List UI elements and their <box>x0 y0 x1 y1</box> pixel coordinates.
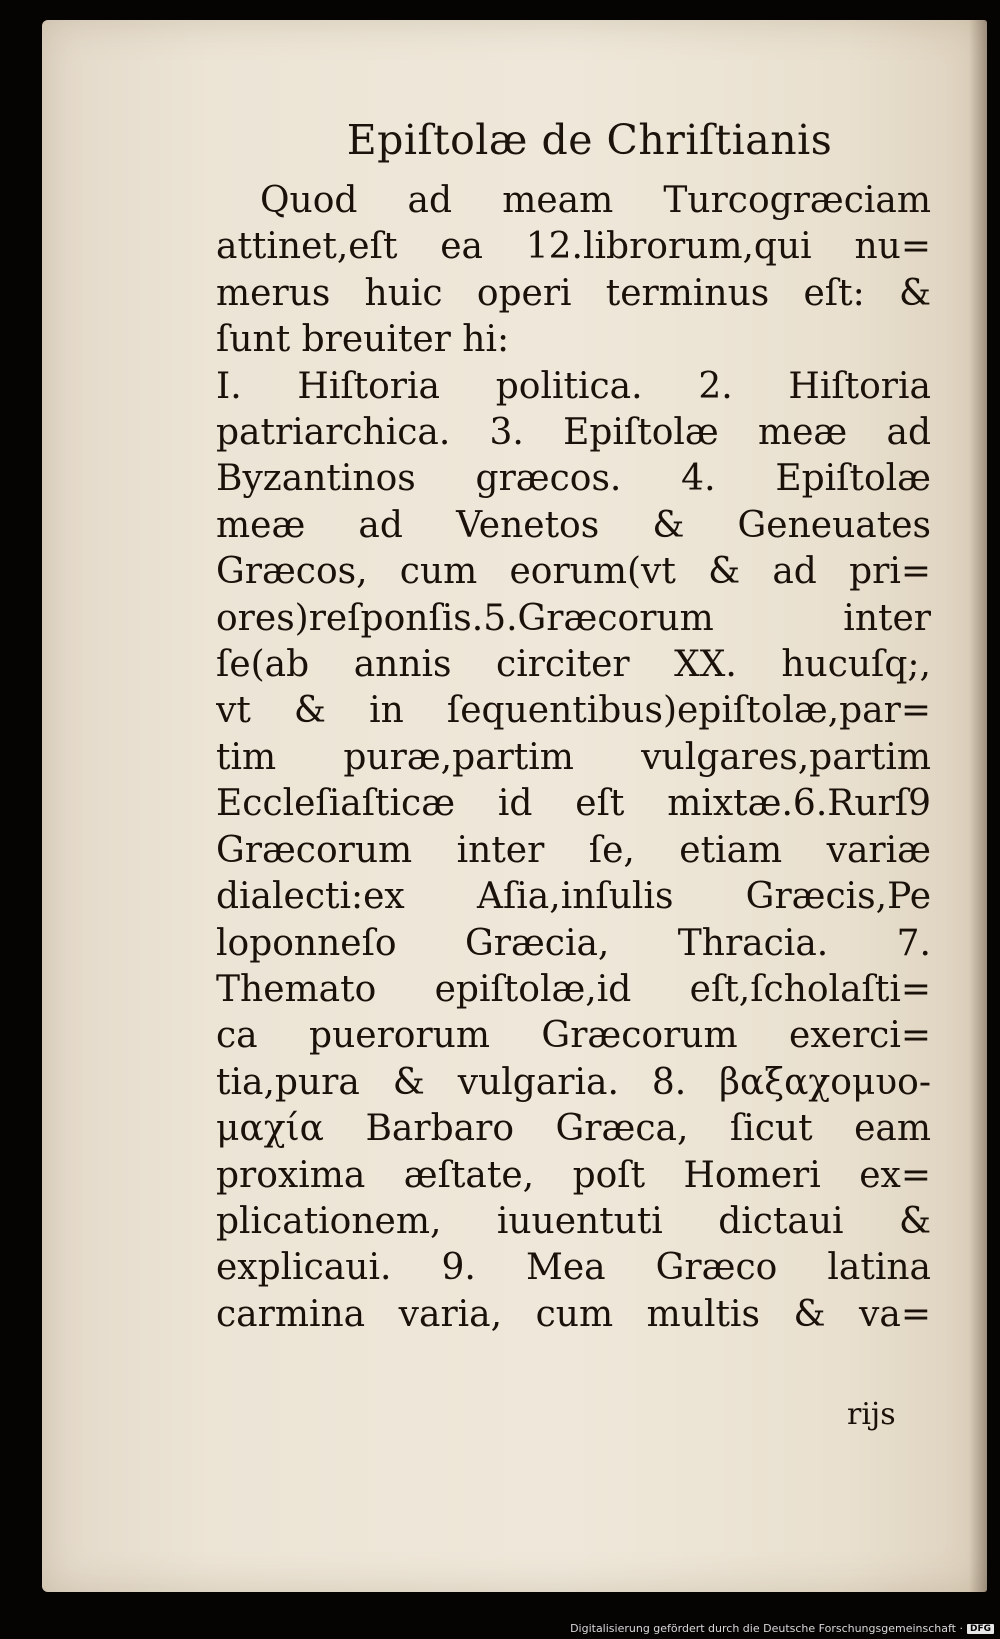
text-line: carmina varia, cum multis & va= <box>216 1293 931 1335</box>
text-line: ſe(ab annis circiter XX. hucuſq;, <box>216 644 931 686</box>
text-line: attinet,eſt ea 12.librorum,qui nu= <box>216 226 931 268</box>
text-line: plicationem, iuuentuti dictaui & <box>216 1200 931 1242</box>
body-text <box>216 178 931 1338</box>
digitization-credit <box>570 1622 994 1635</box>
text-line: μαχία Barbaro Græca, ſicut eam <box>216 1108 931 1150</box>
text-line: Græcos, cum eorum(vt & ad pri= <box>216 551 931 593</box>
text-line: Quod ad meam Turcogræciam <box>260 180 931 221</box>
text-line: ſunt breuiter hi: <box>216 319 510 361</box>
text-line: merus huic operi terminus eſt: & <box>216 272 931 314</box>
text-line: Themato epiſtolæ,id eſt,ſcholaſti= <box>216 968 931 1010</box>
dfg-logo-icon: DFG <box>967 1624 994 1634</box>
text-line: Eccleſiaſticæ id eſt mixtæ.6.Rurſ9 <box>216 783 931 825</box>
text-line: Byzantinos græcos. 4. Epiſtolæ <box>216 458 931 500</box>
text-line: patriarchica. 3. Epiſtolæ meæ ad <box>216 412 931 454</box>
text-line: proxima æſtate, poſt Homeri ex= <box>216 1154 931 1196</box>
text-line: dialecti:ex Aſia,inſulis Græcis,Pe <box>216 876 931 918</box>
text-line: explicaui. 9. Mea Græco latina <box>216 1247 931 1289</box>
text-line: vt & in ſequentibus)epiſtolæ,par= <box>216 690 931 732</box>
text-line: ores)reſponſis.5.Græcorum inter <box>216 597 931 639</box>
text-line: loponneſo Græcia, Thracia. 7. <box>216 922 931 964</box>
book-page <box>42 20 987 1592</box>
text-line: ca puerorum Græcorum exerci= <box>216 1015 931 1057</box>
text-line: I. Hiſtoria politica. 2. Hiſtoria <box>216 365 931 407</box>
catchword: rijs <box>847 1397 896 1432</box>
running-head: Epiſtolæ de Chriſtianis <box>346 116 833 164</box>
credit-text: Digitalisierung gefördert durch die Deutsche Forschungsgemeinschaft · <box>570 1622 963 1635</box>
text-line: meæ ad Venetos & Geneuates <box>216 504 931 546</box>
text-line: tia,pura & vulgaria. 8. βαξαχομυο- <box>216 1061 931 1103</box>
text-line: Græcorum inter ſe, etiam variæ <box>216 829 931 871</box>
text-line: tim puræ,partim vulgares,partim <box>216 736 931 778</box>
